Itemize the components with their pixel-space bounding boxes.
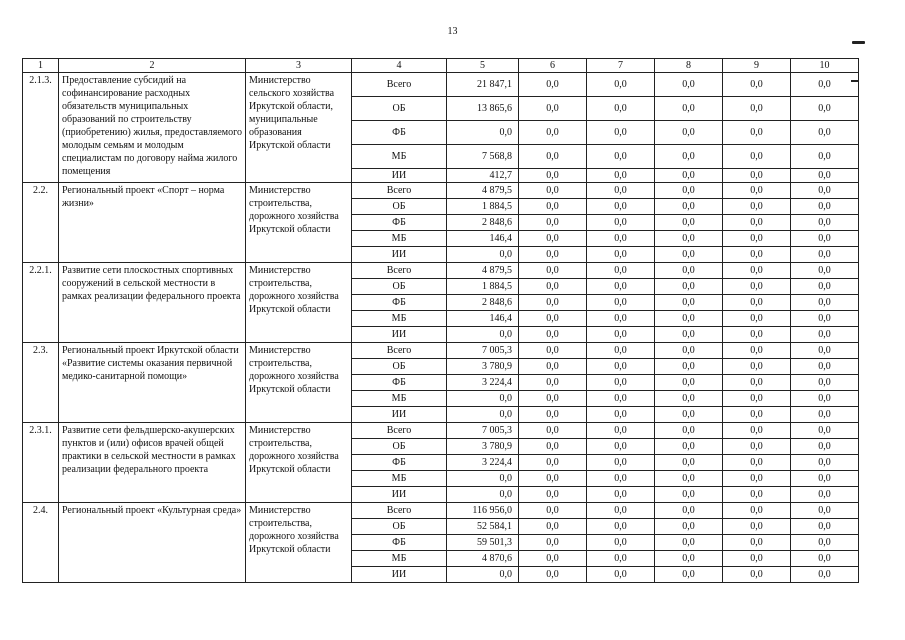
- value-cell: 0,0: [519, 263, 587, 279]
- value-cell: 0,0: [723, 327, 791, 343]
- funding-source: ФБ: [352, 535, 447, 551]
- row-name: Региональный проект «Спорт – норма жизни»: [59, 183, 246, 263]
- amount-cell: 13 865,6: [447, 97, 519, 121]
- value-cell: 0,0: [723, 407, 791, 423]
- value-cell: 0,0: [587, 375, 655, 391]
- table-row: [23, 73, 859, 97]
- value-cell: 0,0: [655, 231, 723, 247]
- value-cell: 0,0: [791, 247, 859, 263]
- table-row: [23, 423, 859, 439]
- value-cell: 0,0: [587, 145, 655, 169]
- table-body: [23, 59, 859, 583]
- value-cell: 0,0: [791, 567, 859, 583]
- value-cell: 0,0: [655, 327, 723, 343]
- funding-source: ОБ: [352, 519, 447, 535]
- value-cell: 0,0: [587, 73, 655, 97]
- value-cell: 0,0: [519, 471, 587, 487]
- funding-source: МБ: [352, 551, 447, 567]
- funding-source: Всего: [352, 503, 447, 519]
- value-cell: 0,0: [587, 503, 655, 519]
- value-cell: 0,0: [587, 247, 655, 263]
- value-cell: 0,0: [587, 551, 655, 567]
- value-cell: 0,0: [519, 487, 587, 503]
- column-header: 2: [59, 59, 246, 73]
- value-cell: 0,0: [587, 263, 655, 279]
- funding-source: Всего: [352, 183, 447, 199]
- value-cell: 0,0: [587, 343, 655, 359]
- funding-source: ФБ: [352, 295, 447, 311]
- amount-cell: 21 847,1: [447, 73, 519, 97]
- value-cell: 0,0: [587, 423, 655, 439]
- value-cell: 0,0: [791, 145, 859, 169]
- funding-source: ОБ: [352, 199, 447, 215]
- value-cell: 0,0: [655, 471, 723, 487]
- value-cell: 0,0: [791, 295, 859, 311]
- value-cell: 0,0: [519, 551, 587, 567]
- value-cell: 0,0: [791, 487, 859, 503]
- amount-cell: 7 005,3: [447, 423, 519, 439]
- value-cell: 0,0: [655, 551, 723, 567]
- value-cell: 0,0: [791, 439, 859, 455]
- row-code: 2.4.: [23, 503, 59, 583]
- value-cell: 0,0: [587, 407, 655, 423]
- value-cell: 0,0: [791, 327, 859, 343]
- row-name: Региональный проект Иркутской области «Развитие системы оказания первичной медико-санитарной помощи»: [59, 343, 246, 423]
- value-cell: 0,0: [723, 487, 791, 503]
- column-header: 8: [655, 59, 723, 73]
- value-cell: 0,0: [519, 97, 587, 121]
- value-cell: 0,0: [791, 519, 859, 535]
- value-cell: 0,0: [655, 263, 723, 279]
- amount-cell: 3 224,4: [447, 375, 519, 391]
- value-cell: 0,0: [723, 247, 791, 263]
- value-cell: 0,0: [587, 279, 655, 295]
- value-cell: 0,0: [723, 551, 791, 567]
- value-cell: 0,0: [587, 327, 655, 343]
- value-cell: 0,0: [655, 97, 723, 121]
- value-cell: 0,0: [519, 295, 587, 311]
- value-cell: 0,0: [519, 247, 587, 263]
- amount-cell: 4 879,5: [447, 183, 519, 199]
- funding-source: ФБ: [352, 215, 447, 231]
- amount-cell: 2 848,6: [447, 215, 519, 231]
- funding-source: ИИ: [352, 169, 447, 183]
- value-cell: 0,0: [655, 247, 723, 263]
- table-row: [23, 183, 859, 199]
- funding-source: ИИ: [352, 327, 447, 343]
- value-cell: 0,0: [519, 455, 587, 471]
- value-cell: 0,0: [519, 407, 587, 423]
- funding-source: ИИ: [352, 407, 447, 423]
- value-cell: 0,0: [587, 359, 655, 375]
- value-cell: 0,0: [519, 145, 587, 169]
- value-cell: 0,0: [519, 503, 587, 519]
- value-cell: 0,0: [791, 375, 859, 391]
- value-cell: 0,0: [723, 215, 791, 231]
- value-cell: 0,0: [519, 343, 587, 359]
- amount-cell: 1 884,5: [447, 279, 519, 295]
- value-cell: 0,0: [587, 295, 655, 311]
- value-cell: 0,0: [723, 199, 791, 215]
- value-cell: 0,0: [723, 423, 791, 439]
- amount-cell: 0,0: [447, 247, 519, 263]
- value-cell: 0,0: [723, 263, 791, 279]
- amount-cell: 0,0: [447, 471, 519, 487]
- value-cell: 0,0: [791, 231, 859, 247]
- value-cell: 0,0: [519, 423, 587, 439]
- value-cell: 0,0: [519, 183, 587, 199]
- value-cell: 0,0: [655, 295, 723, 311]
- value-cell: 0,0: [587, 391, 655, 407]
- funding-source: ОБ: [352, 359, 447, 375]
- value-cell: 0,0: [791, 391, 859, 407]
- value-cell: 0,0: [791, 199, 859, 215]
- column-header: 1: [23, 59, 59, 73]
- value-cell: 0,0: [587, 519, 655, 535]
- amount-cell: 52 584,1: [447, 519, 519, 535]
- value-cell: 0,0: [791, 423, 859, 439]
- value-cell: 0,0: [519, 391, 587, 407]
- value-cell: 0,0: [519, 519, 587, 535]
- value-cell: 0,0: [655, 343, 723, 359]
- amount-cell: 7 568,8: [447, 145, 519, 169]
- funding-source: МБ: [352, 311, 447, 327]
- column-header: 4: [352, 59, 447, 73]
- value-cell: 0,0: [587, 97, 655, 121]
- value-cell: 0,0: [655, 567, 723, 583]
- funding-source: МБ: [352, 231, 447, 247]
- value-cell: 0,0: [655, 73, 723, 97]
- row-executor: Министерство сельского хозяйства Иркутской области, муниципальные образования Иркутской области: [246, 73, 352, 183]
- value-cell: 0,0: [587, 231, 655, 247]
- funding-source: Всего: [352, 423, 447, 439]
- value-cell: 0,0: [519, 73, 587, 97]
- amount-cell: 0,0: [447, 121, 519, 145]
- value-cell: 0,0: [791, 73, 859, 97]
- value-cell: 0,0: [791, 535, 859, 551]
- value-cell: 0,0: [791, 279, 859, 295]
- value-cell: 0,0: [791, 169, 859, 183]
- value-cell: 0,0: [723, 121, 791, 145]
- value-cell: 0,0: [723, 279, 791, 295]
- row-name: Региональный проект «Культурная среда»: [59, 503, 246, 583]
- value-cell: 0,0: [519, 279, 587, 295]
- value-cell: 0,0: [587, 439, 655, 455]
- value-cell: 0,0: [519, 327, 587, 343]
- funding-source: МБ: [352, 471, 447, 487]
- amount-cell: 0,0: [447, 567, 519, 583]
- value-cell: 0,0: [791, 121, 859, 145]
- column-header: 9: [723, 59, 791, 73]
- value-cell: 0,0: [723, 359, 791, 375]
- value-cell: 0,0: [723, 471, 791, 487]
- amount-cell: 0,0: [447, 391, 519, 407]
- amount-cell: 0,0: [447, 407, 519, 423]
- value-cell: 0,0: [587, 471, 655, 487]
- amount-cell: 3 224,4: [447, 455, 519, 471]
- value-cell: 0,0: [791, 97, 859, 121]
- value-cell: 0,0: [723, 535, 791, 551]
- funding-source: ФБ: [352, 455, 447, 471]
- value-cell: 0,0: [723, 439, 791, 455]
- amount-cell: 146,4: [447, 231, 519, 247]
- column-header: 7: [587, 59, 655, 73]
- funding-source: ФБ: [352, 375, 447, 391]
- value-cell: 0,0: [723, 375, 791, 391]
- value-cell: 0,0: [655, 519, 723, 535]
- funding-source: ОБ: [352, 439, 447, 455]
- amount-cell: 2 848,6: [447, 295, 519, 311]
- funding-source: Всего: [352, 343, 447, 359]
- value-cell: 0,0: [791, 551, 859, 567]
- table-row: [23, 343, 859, 359]
- value-cell: 0,0: [723, 391, 791, 407]
- value-cell: 0,0: [655, 199, 723, 215]
- value-cell: 0,0: [791, 455, 859, 471]
- budget-table: [22, 58, 859, 583]
- value-cell: 0,0: [655, 391, 723, 407]
- amount-cell: 116 956,0: [447, 503, 519, 519]
- value-cell: 0,0: [587, 215, 655, 231]
- amount-cell: 3 780,9: [447, 359, 519, 375]
- value-cell: 0,0: [519, 375, 587, 391]
- value-cell: 0,0: [791, 311, 859, 327]
- value-cell: 0,0: [655, 279, 723, 295]
- amount-cell: 4 870,6: [447, 551, 519, 567]
- value-cell: 0,0: [655, 359, 723, 375]
- value-cell: 0,0: [587, 455, 655, 471]
- value-cell: 0,0: [519, 231, 587, 247]
- value-cell: 0,0: [655, 215, 723, 231]
- value-cell: 0,0: [519, 359, 587, 375]
- amount-cell: 4 879,5: [447, 263, 519, 279]
- value-cell: 0,0: [655, 455, 723, 471]
- value-cell: 0,0: [791, 183, 859, 199]
- value-cell: 0,0: [655, 503, 723, 519]
- value-cell: 0,0: [587, 567, 655, 583]
- value-cell: 0,0: [587, 121, 655, 145]
- amount-cell: 146,4: [447, 311, 519, 327]
- funding-source: МБ: [352, 145, 447, 169]
- funding-source: ИИ: [352, 487, 447, 503]
- value-cell: 0,0: [723, 169, 791, 183]
- page-number: 13: [447, 26, 458, 37]
- value-cell: 0,0: [723, 567, 791, 583]
- row-executor: Министерство строительства, дорожного хозяйства Иркутской области: [246, 263, 352, 343]
- funding-source: МБ: [352, 391, 447, 407]
- header-row: [23, 59, 859, 73]
- value-cell: 0,0: [723, 343, 791, 359]
- value-cell: 0,0: [723, 73, 791, 97]
- row-name: Предоставление субсидий на софинансирование расходных обязательств муниципальных образований по строительству (приобретению) жилья, предоставляемого молодым семьям и молодым специалистам по договору найма жилого помещения: [59, 73, 246, 183]
- value-cell: 0,0: [723, 97, 791, 121]
- value-cell: 0,0: [791, 503, 859, 519]
- value-cell: 0,0: [587, 535, 655, 551]
- column-header: 10: [791, 59, 859, 73]
- funding-source: ОБ: [352, 97, 447, 121]
- value-cell: 0,0: [655, 375, 723, 391]
- value-cell: 0,0: [791, 471, 859, 487]
- value-cell: 0,0: [791, 343, 859, 359]
- funding-source: Всего: [352, 73, 447, 97]
- value-cell: 0,0: [723, 183, 791, 199]
- funding-source: ОБ: [352, 279, 447, 295]
- value-cell: 0,0: [655, 169, 723, 183]
- value-cell: 0,0: [519, 169, 587, 183]
- column-header: 5: [447, 59, 519, 73]
- row-code: 2.2.1.: [23, 263, 59, 343]
- funding-source: Всего: [352, 263, 447, 279]
- row-executor: Министерство строительства, дорожного хозяйства Иркутской области: [246, 503, 352, 583]
- value-cell: 0,0: [723, 311, 791, 327]
- value-cell: 0,0: [519, 535, 587, 551]
- row-code: 2.1.3.: [23, 73, 59, 183]
- value-cell: 0,0: [587, 487, 655, 503]
- row-code: 2.3.: [23, 343, 59, 423]
- value-cell: 0,0: [587, 311, 655, 327]
- value-cell: 0,0: [655, 311, 723, 327]
- value-cell: 0,0: [587, 199, 655, 215]
- value-cell: 0,0: [655, 407, 723, 423]
- value-cell: 0,0: [723, 519, 791, 535]
- value-cell: 0,0: [791, 263, 859, 279]
- value-cell: 0,0: [723, 231, 791, 247]
- funding-source: ИИ: [352, 567, 447, 583]
- row-code: 2.2.: [23, 183, 59, 263]
- value-cell: 0,0: [519, 215, 587, 231]
- amount-cell: 1 884,5: [447, 199, 519, 215]
- value-cell: 0,0: [655, 145, 723, 169]
- value-cell: 0,0: [655, 423, 723, 439]
- row-executor: Министерство строительства, дорожного хозяйства Иркутской области: [246, 423, 352, 503]
- value-cell: 0,0: [791, 359, 859, 375]
- column-header: 3: [246, 59, 352, 73]
- amount-cell: 0,0: [447, 487, 519, 503]
- amount-cell: 0,0: [447, 327, 519, 343]
- value-cell: 0,0: [723, 295, 791, 311]
- table-row: [23, 503, 859, 519]
- row-executor: Министерство строительства, дорожного хозяйства Иркутской области: [246, 343, 352, 423]
- value-cell: 0,0: [519, 567, 587, 583]
- value-cell: 0,0: [519, 311, 587, 327]
- value-cell: 0,0: [655, 487, 723, 503]
- value-cell: 0,0: [655, 439, 723, 455]
- row-name: Развитие сети фельдшерско-акушерских пунктов и (или) офисов врачей общей практики в сельской местности в рамках реализации федерального проекта: [59, 423, 246, 503]
- value-cell: 0,0: [655, 121, 723, 145]
- value-cell: 0,0: [587, 169, 655, 183]
- funding-source: ИИ: [352, 247, 447, 263]
- amount-cell: 7 005,3: [447, 343, 519, 359]
- column-header: 6: [519, 59, 587, 73]
- scan-mark: [852, 41, 865, 44]
- value-cell: 0,0: [723, 503, 791, 519]
- value-cell: 0,0: [519, 199, 587, 215]
- value-cell: 0,0: [723, 455, 791, 471]
- value-cell: 0,0: [587, 183, 655, 199]
- value-cell: 0,0: [791, 215, 859, 231]
- value-cell: 0,0: [519, 439, 587, 455]
- amount-cell: 59 501,3: [447, 535, 519, 551]
- value-cell: 0,0: [791, 407, 859, 423]
- value-cell: 0,0: [723, 145, 791, 169]
- value-cell: 0,0: [655, 183, 723, 199]
- amount-cell: 412,7: [447, 169, 519, 183]
- row-name: Развитие сети плоскостных спортивных сооружений в сельской местности в рамках реализации федерального проекта: [59, 263, 246, 343]
- row-code: 2.3.1.: [23, 423, 59, 503]
- amount-cell: 3 780,9: [447, 439, 519, 455]
- value-cell: 0,0: [655, 535, 723, 551]
- row-executor: Министерство строительства, дорожного хозяйства Иркутской области: [246, 183, 352, 263]
- value-cell: 0,0: [519, 121, 587, 145]
- table-row: [23, 263, 859, 279]
- funding-source: ФБ: [352, 121, 447, 145]
